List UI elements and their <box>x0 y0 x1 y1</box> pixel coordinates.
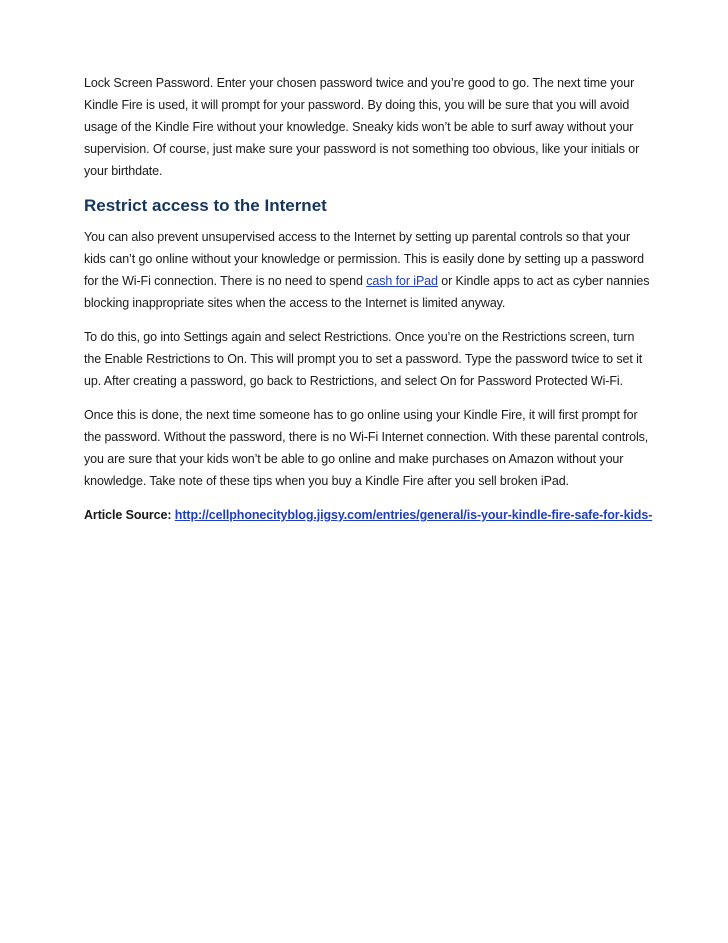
intro-paragraph: Lock Screen Password. Enter your chosen password twice and you’re good to go. The next time your Kindle Fire is used, it will prompt for your password. By doing this, you will be sure that you will avoid usage of the Kindle Fire without your knowledge. Sneaky kids won’t be able to surf away without your supervision. Of course, just make sure your password is not something too obvious, like your initials or your birthdate. <box>84 76 640 178</box>
paragraph-internet-access <box>84 226 654 314</box>
document-page <box>84 72 654 538</box>
paragraph-text: or Kindle apps to act as cyber nannies blocking inappropriate sites when the access to the Internet is limited anyway. <box>84 274 650 310</box>
article-source-label: Article Source: <box>84 508 172 522</box>
paragraph-settings-steps: To do this, go into Settings again and select Restrictions. Once you’re on the Restrictions screen, turn the Enable Restrictions to On. This will prompt you to set a password. Type the password twice to set it up. After creating a password, go back to Restrictions, and select On for Password Protected Wi-Fi. <box>84 330 643 388</box>
cash-for-ipad-link[interactable]: cash for iPad <box>366 274 438 288</box>
paragraph-after-setup: Once this is done, the next time someone has to go online using your Kindle Fire, it will first prompt for the password. Without the password, there is no Wi-Fi Internet connection. With these parental controls, you are sure that your kids won’t be able to go online and make purchases on Amazon without your knowledge. Take note of these tips when you buy a Kindle Fire after you sell broken iPad. <box>84 408 649 488</box>
article-source-link[interactable]: http://cellphonecityblog.jigsy.com/entries/general/is-your-kindle-fire-safe-for-kids- <box>174 508 653 522</box>
section-heading: Restrict access to the Internet <box>84 196 327 215</box>
paragraph-text: You can also prevent unsupervised access to the Internet by setting up parental controls so that your kids can’t go online without your knowledge or permission. This is easily done by setting up a password for the Wi-Fi connection. There is no need to spend <box>84 230 644 288</box>
article-source <box>84 504 654 526</box>
